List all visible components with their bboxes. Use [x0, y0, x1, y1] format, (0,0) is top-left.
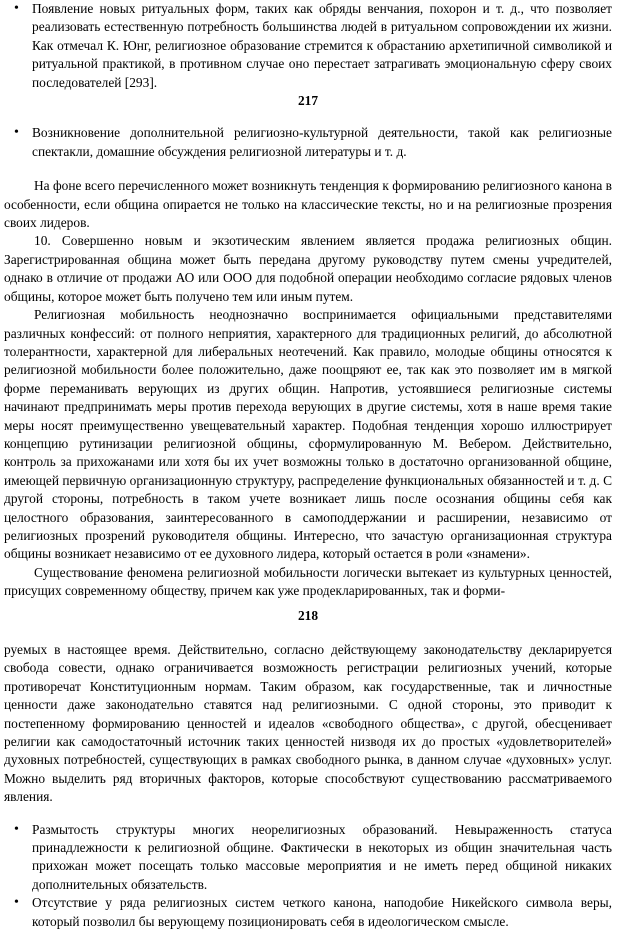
page-number: 217 — [297, 93, 319, 109]
bullet-item: • Появление новых ритуальных форм, таких как обряды венчания, похорон и т. д., что позволяет реализовать естественную потребность большинства людей в ритуальном сопровождении их жизни. Как отмечал К. Юнг, религиозное образование стремится к обрастанию архетипичной символикой и ритуальной практикой, в противном случае оно перестает затрагивать эмоциональную сферу своих последователей [293]. — [4, 0, 612, 92]
paragraph: Существование феномена религиозной мобильности логически вытекает из культурных ценностей, присущих современному обществу, причем как уже продекларированных, так и форми- — [4, 564, 612, 599]
paragraph: 10. Совершенно новым и экзотическим явлением является продажа религиозных общин. Зарегистрированная община может быть передана другому руководству путем смены учредителей, однако в отличие от продажи АО или ООО для подобной операции необходимо согласие рядовых членов общины, которое может быть получено тем или иным путем. — [4, 233, 612, 304]
page-number: 218 — [297, 607, 319, 623]
paragraph-continued: руемых в настоящее время. Действительно, согласно действующему законодательству декларируется свобода совести, однако ограничивается возможность регистрации религиозных учений, которые противоречат Конституционным нормам. Таким образом, как государственные, так и личностные ценности даже законодательно ставятся над религиозными. С одной стороны, это приводит к постепенному формированию ценностей и идеалов «свободного общества», с другой, обесценивает религии как самодостаточный источник таких ценностей низводя их до простых «удовлетворителей» духовных потребностей, существующих в рамках свободного рынка, в данном случае «духовных» услуг. Можно выделить ряд вторичных факторов, которые способствуют существованию рассматриваемого явления. — [4, 642, 612, 805]
bullet-item: • Возникновение дополнительной религиозно-культурной деятельности, такой как религиозные спектакли, домашние обсуждения религиозной литературы и т. д. — [4, 124, 612, 161]
bullet-list-middle — [4, 124, 612, 161]
paragraph: На фоне всего перечисленного может возникнуть тенденция к формированию религиозного канона в особенности, если община опирается не только на классические тексты, но и на религиозные прозрения своих лидеров. — [4, 178, 612, 231]
bullet-item: • Отсутствие у ряда религиозных систем четкого канона, наподобие Никейского символа веры, который позволил бы верующему позиционировать себя в идеологическом смысле. — [4, 894, 612, 931]
bullet-item: • Размытость структуры многих неорелигиозных образований. Невыраженность статуса принадлежности к религиозной общине. Фактически в некоторых из общин значительная часть прихожан может посещать только массовые мероприятия и не иметь перед общиной никаких дополнительных обязательств. — [4, 821, 612, 895]
bullet-list-bottom — [4, 821, 612, 931]
bullet-list-top — [4, 0, 612, 92]
paragraph: Религиозная мобильность неоднозначно воспринимается официальными представителями различных конфессий: от полного неприятия, характерного для традиционных религий, до абсолютной толерантности, характерной для либеральных неотечений. Как правило, молодые общины относятся к религиозной мобильности более положительно, даже поощряют ее, так как это позволяет им в мягкой форме переманивать верующих из других общин. Напротив, устоявшиеся религиозные системы начинают предпринимать меры против перехода верующих в другие системы, хотя в наше время такие меры носят преимущественно увещевательный характер. Подобная тенденция хорошо иллюстрирует концепцию рутинизации религиозной общины, сформулированную М. Вебером. Действительно, контроль за прихожанами или хотя бы их учет возможны только в достаточно организованной общине, имеющей первичную организационную структуру, распределение функциональных обязанностей и т. д. С другой стороны, потребность в таком учете возникает лишь после осознания общины себя как целостного образования, заинтересованного в самоподдержании и расширении, независимо от религиозных прозрений руководителя общины. Интересно, что зачастую организационная структура общины возникает независимо от ее духовного лидера, который остается в роли «знамени». — [4, 307, 612, 562]
